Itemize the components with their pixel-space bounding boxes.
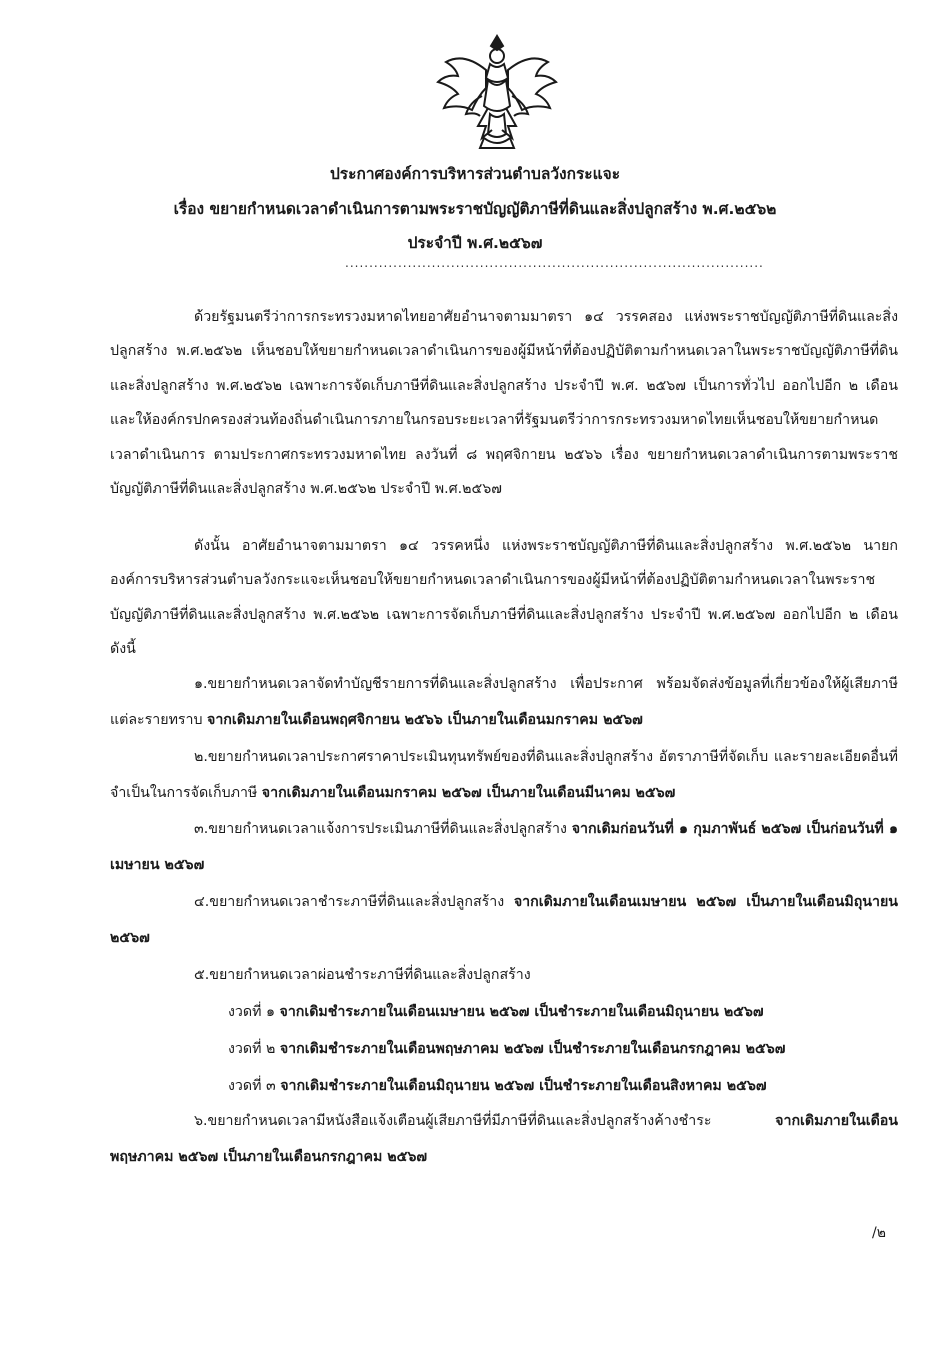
item-text: ๔.ขยายกำหนดเวลาชำระภาษีที่ดินและสิ่งปลูกสร้าง: [194, 894, 514, 910]
installment-item: [228, 1069, 898, 1103]
item-bold-text: จากเดิมก่อนวันที่ ๑ กุมภาพันธ์ ๒๕๖๗ เป็นก่อนวันที่ ๑ เมษายน ๒๕๖๗: [110, 821, 898, 873]
list-item: [110, 666, 898, 738]
item-text: ๕.ขยายกำหนดเวลาผ่อนชำระภาษีที่ดินและสิ่งปลูกสร้าง: [194, 967, 531, 983]
item-bold-text: จากเดิมภายในเดือนมกราคม ๒๕๖๗ เป็นภายในเดือนมีนาคม ๒๕๖๗: [261, 785, 676, 801]
installment-label: งวดที่ ๒: [228, 1041, 280, 1057]
list-item: [110, 957, 898, 993]
announcement-title: ประกาศองค์การบริหารส่วนตำบลวังกระแจะ: [329, 165, 621, 183]
installment-item: [228, 1032, 898, 1066]
installment-bold-text: จากเดิมชำระภายในเดือนมิถุนายน ๒๕๖๗ เป็นชำระภายในเดือนสิงหาคม ๒๕๖๗: [280, 1078, 767, 1094]
item-text: ๓.ขยายกำหนดเวลาแจ้งการประเมินภาษีที่ดินและสิ่งปลูกสร้าง: [194, 821, 572, 837]
list-item: [110, 739, 898, 811]
item-bold-text: จากเดิมภายในเดือนพฤษภาคม ๒๕๖๗ เป็นภายในเดือนกรกฎาคม ๒๕๖๗: [110, 1113, 898, 1165]
garuda-emblem-icon: [432, 30, 562, 155]
item-text: ๒.ขยายกำหนดเวลาประกาศราคาประเมินทุนทรัพย์ของที่ดินและสิ่งปลูกสร้าง อัตราภาษีที่จัดเก็บ และรายละเอียดอื่นที่จำเป็นในการจัดเก็บภาษี: [110, 749, 898, 801]
next-page-marker: /๒: [872, 1225, 886, 1241]
installment-bold-text: จากเดิมชำระภายในเดือนเมษายน ๒๕๖๗ เป็นชำระภายในเดือนมิถุนายน ๒๕๖๗: [279, 1004, 764, 1020]
paragraph-background: ด้วยรัฐมนตรีว่าการกระทรวงมหาดไทยอาศัยอำนาจตามมาตรา ๑๔ วรรคสอง แห่งพระราชบัญญัติภาษีที่ดินและสิ่งปลูกสร้าง พ.ศ.๒๕๖๒ เห็นชอบให้ขยายกำหนดเวลาดำเนินการของผู้มีหน้าที่ต้องปฏิบัติตามกำหนดเวลาในพระราชบัญญัติภาษีที่ดินและสิ่งปลูกสร้าง พ.ศ.๒๕๖๒ เฉพาะการจัดเก็บภาษีที่ดินและสิ่งปลูกสร้าง ประจำปี พ.ศ. ๒๕๖๗ เป็นการทั่วไป ออกไปอีก ๒ เดือน และให้องค์กรปกครองส่วนท้องถิ่นดำเนินการภายในกรอบระยะเวลาที่รัฐมนตรีว่าการกระทรวงมหาดไทยเห็นชอบให้ขยายกำหนดเวลาดำเนินการ ตามประกาศกระทรวงมหาดไทย ลงวันที่ ๘ พฤศจิกายน ๒๕๖๖ เรื่อง ขยายกำหนดเวลาดำเนินการตามพระราชบัญญัติภาษีที่ดินและสิ่งปลูกสร้าง พ.ศ.๒๕๖๒ ประจำปี พ.ศ.๒๕๖๗: [110, 309, 898, 498]
installment-label: งวดที่ ๓: [228, 1078, 281, 1094]
announcement-subject: เรื่อง ขยายกำหนดเวลาดำเนินการตามพระราชบัญญัติภาษีที่ดินและสิ่งปลูกสร้าง พ.ศ.๒๕๖๒: [173, 200, 777, 218]
paragraph-resolution: ดังนั้น อาศัยอำนาจตามมาตรา ๑๔ วรรคหนึ่ง แห่งพระราชบัญญัติภาษีที่ดินและสิ่งปลูกสร้าง พ.ศ.๒๕๖๒ นายกองค์การบริหารส่วนตำบลวังกระแจะเห็นชอบให้ขยายกำหนดเวลาดำเนินการของผู้มีหน้าที่ต้องปฏิบัติตามกำหนดเวลาในพระราชบัญญัติภาษีที่ดินและสิ่งปลูกสร้าง พ.ศ.๒๕๖๒ เฉพาะการจัดเก็บภาษีที่ดินและสิ่งปลูกสร้าง ประจำปี พ.ศ.๒๕๖๗ ออกไปอีก ๒ เดือน ดังนี้: [110, 538, 898, 658]
list-item: [110, 884, 898, 956]
installment-item: [228, 995, 898, 1029]
item-text: ๑.ขยายกำหนดเวลาจัดทำบัญชีรายการที่ดินและสิ่งปลูกสร้าง เพื่อประกาศ พร้อมจัดส่งข้อมูลที่เกี่ยวข้องให้ผู้เสียภาษีแต่ละรายทราบ: [110, 676, 898, 728]
list-item: [110, 1103, 898, 1175]
list-item: [110, 811, 898, 883]
installment-bold-text: จากเดิมชำระภายในเดือนพฤษภาคม ๒๕๖๗ เป็นชำระภายในเดือนกรกฎาคม ๒๕๖๗: [279, 1041, 786, 1057]
item-bold-text: จากเดิมภายในเดือนพฤศจิกายน ๒๕๖๖ เป็นภายในเดือนมกราคม ๒๕๖๗: [207, 712, 643, 728]
item-bold-text: จากเดิมภายในเดือนเมษายน ๒๕๖๗ เป็นภายในเดือนมิถุนายน ๒๕๖๗: [110, 894, 898, 946]
installment-label: งวดที่ ๑: [228, 1004, 280, 1020]
item-text: ๖.ขยายกำหนดเวลามีหนังสือแจ้งเตือนผู้เสียภาษีที่มีภาษีที่ดินและสิ่งปลูกสร้างค้างชำระ: [194, 1113, 776, 1129]
fiscal-year: ประจำปี พ.ศ.๒๕๖๗: [407, 234, 543, 252]
title-separator: .......................................................................................: [345, 256, 764, 270]
